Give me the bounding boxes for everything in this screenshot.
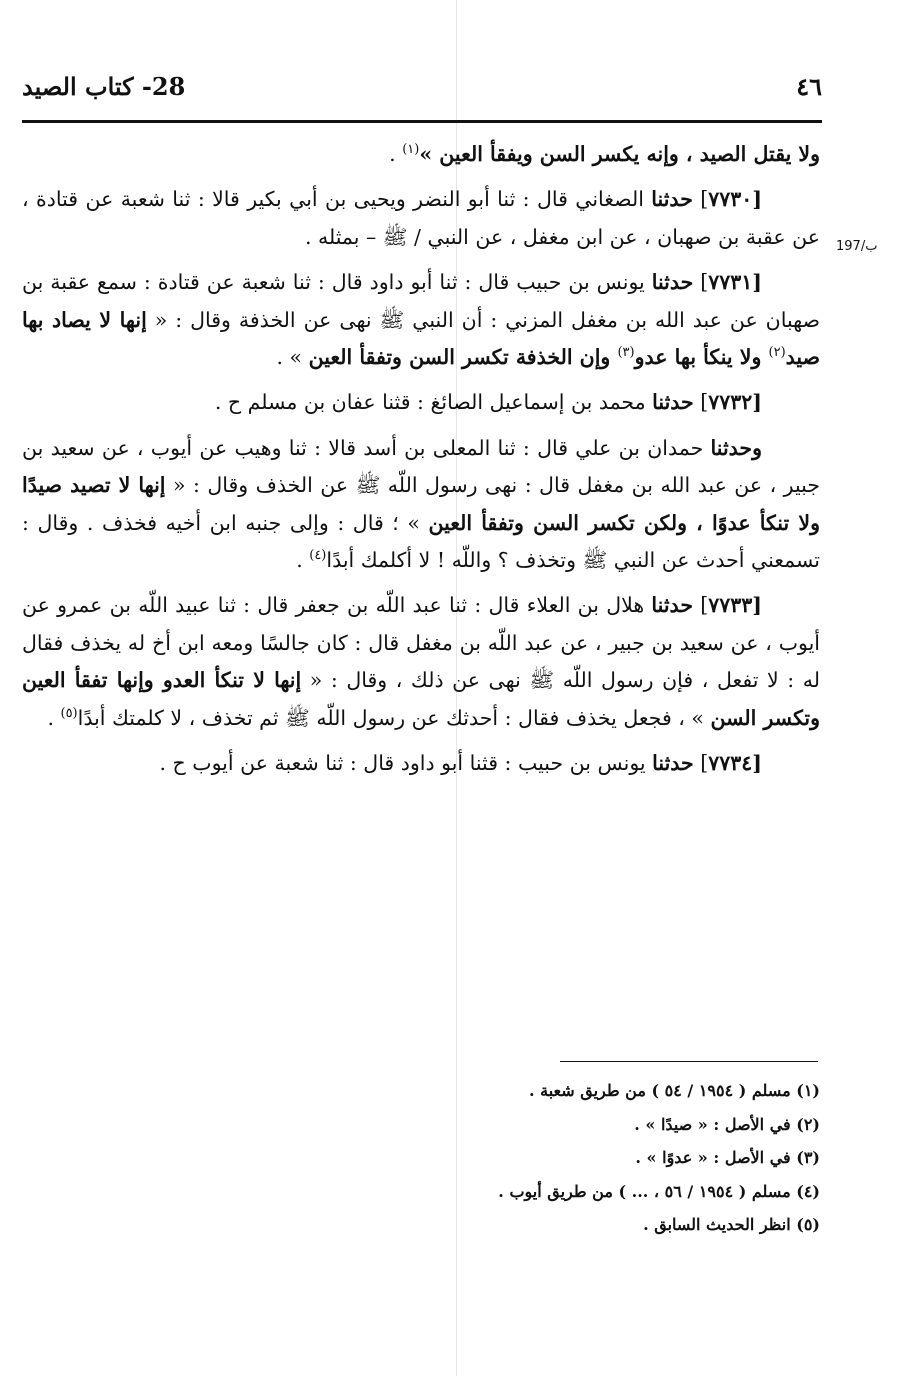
footnote-5: (٥) انظر الحديث السابق . [643, 1215, 820, 1235]
hadith-number: [٧٧٣٠ [708, 187, 763, 212]
hadith-number: [٧٧٣٤ [708, 751, 762, 776]
hadith-number: [٧٧٣٣ [708, 593, 762, 618]
footnote-ref: (٤) [309, 548, 327, 564]
hadith-number: [٧٧٣٢ [708, 390, 762, 415]
main-text [22, 136, 820, 791]
hadith-7733: [٧٧٣٣] حدثنا هلال بن العلاء قال : ثنا عبد اللّه بن جعفر قال : ثنا عبيد اللّه بن عمرو عن أيوب ، عن سعيد بن جبير ، عن عبد اللّه بن مغفل قال : كان جالسًا ومعه ابن أخ له يخذف فقال له : لا تفعل ، فإن رسول اللّه ﷺ نهى عن ذلك ، وقال : « إنها لا تنكأ العدو وإنها تفقأ العين وتكسر السن » ، فجعل يخذف فقال : أحدثك عن رسول اللّه ﷺ ثم تخذف ، لا كلمتك أبدًا$^{(٥)}$ . [22, 593, 821, 730]
footnote-rule [560, 1061, 818, 1062]
footnote-2: (٢) في الأصل : « صيدًا » . [634, 1114, 820, 1134]
header-rule [22, 120, 822, 123]
hadith-7730: [٧٧٣٠] حدثنا الصغاني قال : ثنا أبو النضر ويحيى بن أبي بكير قالا : ثنا شعبة عن قتادة ، عن عقبة بن صهبان ، عن ابن مغفل ، عن النبي / ﷺ – بمثله . [22, 187, 820, 249]
footnote-ref: (٥) [60, 705, 78, 721]
footnote-3: (٣) في الأصل : « عدوًا » . [635, 1148, 820, 1168]
hadith-7732: [٧٧٣٢] حدثنا محمد بن إسماعيل الصائغ : قثنا عفان بن مسلم ح . [214, 390, 762, 415]
footnote-ref: (٢) [768, 345, 786, 361]
page-number: ٤٦ [796, 72, 822, 101]
page-header [22, 70, 822, 114]
footnote-4: (٤) مسلم ( ١٩٥٤ / ٥٦ ، ... ) من طريق أيوب . [498, 1181, 820, 1201]
footnote-ref: (٣) [617, 345, 635, 361]
margin-folio-note: 197/ب [836, 239, 878, 254]
chapter-title: 28- كتاب الصيد [22, 72, 186, 101]
hadith-7731: [٧٧٣١] حدثنا يونس بن حبيب قال : ثنا أبو داود قال : ثنا شعبة عن قتادة : سمع عقبة بن صهبان عن عبد الله بن مغفل المزني : أن النبي ﷺ نهى عن الخذفة وقال : « إنها لا يصاد بها صيد$^{(٢)}$ ولا ينكأ بها عدو$^{(٣)}$ وإن الخذفة تكسر السن وتفقأ العين » . [22, 270, 820, 370]
footnotes [22, 1074, 820, 1242]
hadith-7732-cont: وحدثنا حمدان بن علي قال : ثنا المعلى بن أسد قالا : ثنا وهيب عن أيوب ، عن سعيد بن جبير ، عن عبد الله بن مغفل قال : نهى رسول اللّه ﷺ عن الخذف وقال : « إنها لا تصيد صيدًا ولا تنكأ عدوًا ، ولكن تكسر السن وتفقأ العين » ؛ قال : وإلى جنبه ابن أخيه فخذف . وقال : تسمعني أحدث عن النبي ﷺ وتخذف ؟ واللّه ! لا أكلمك أبدًا$^{(٤)}$ . [22, 435, 820, 573]
footnote-ref: (١) [402, 142, 420, 158]
paragraph-continuation: ولا يقتل الصيد ، وإنه يكسر السن ويفقأ العين »$^{(١)}$ . [389, 142, 820, 166]
hadith-number: [٧٧٣١ [708, 270, 762, 295]
footnote-1: (١) مسلم ( ١٩٥٤ / ٥٤ ) من طريق شعبة . [529, 1081, 820, 1100]
hadith-7734: [٧٧٣٤] حدثنا يونس بن حبيب : قثنا أبو داود قال : ثنا شعبة عن أيوب ح . [159, 751, 762, 776]
